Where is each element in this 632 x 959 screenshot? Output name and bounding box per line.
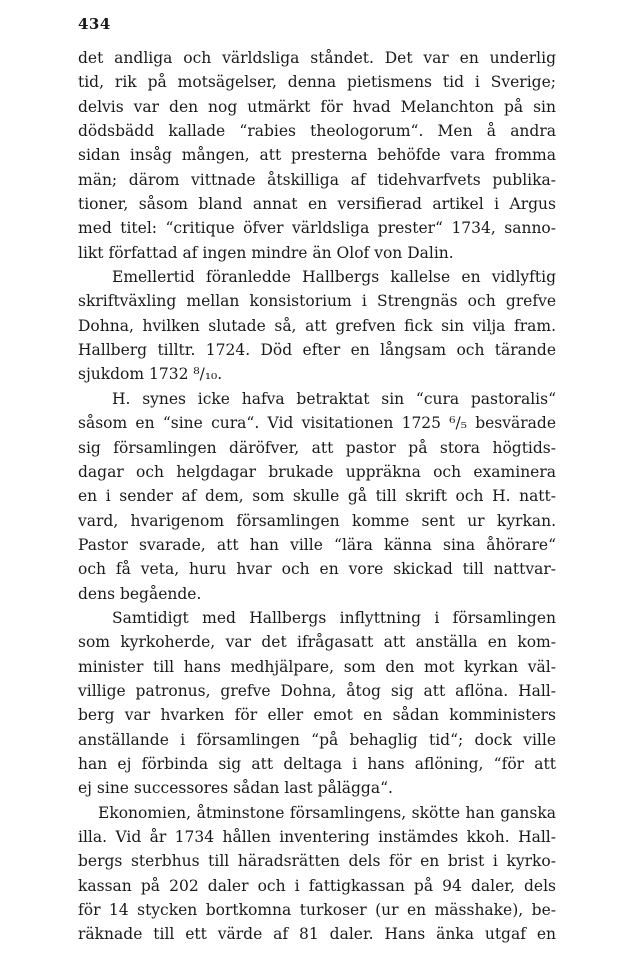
text-line: Emellertid föranledde Hallbergs kallelse en vidlyftig <box>112 268 556 287</box>
text-line: Ekonomien, åtminstone församlingens, skötte han ganska <box>98 803 556 822</box>
text-line: anställande i församlingen “på behaglig tid“; dock ville <box>78 730 556 749</box>
text-line: dens begående. <box>78 584 202 603</box>
text-line: dödsbädd kallade “rabies theologorum“. Men å andra <box>78 122 556 141</box>
text-line: illa. Vid år 1734 hållen inventering instämdes kkoh. Hall- <box>78 828 556 846</box>
page-number: 434 <box>78 15 111 33</box>
text-line: det andliga och världsliga ståndet. Det var en underlig <box>78 49 556 67</box>
text-line: Hallberg tilltr. 1724. Död efter en långsam och tärande <box>78 341 556 360</box>
text-line: med titel: “critique öfver världsliga prester“ 1734, sanno- <box>78 219 556 238</box>
text-line: tioner, såsom bland annat en versifierad artikel i Argus <box>78 195 556 214</box>
text-line: delvis var den nog utmärkt för hvad Melanchton på sin <box>78 97 556 116</box>
text-line: sjukdom 1732 ⁸/₁₀. <box>78 365 223 384</box>
text-line: Samtidigt med Hallbergs inflyttning i församlingen <box>112 608 556 627</box>
text-line: såsom en “sine cura“. Vid visitationen 1725 ⁶/₅ besvärade <box>78 414 556 433</box>
text-line: Pastor svarade, att han ville “lära känna sina åhörare“ <box>78 535 556 554</box>
text-line: likt författad af ingen mindre än Olof von Dalin. <box>78 243 454 262</box>
body-text <box>78 46 556 947</box>
text-line: Dohna, hvilken slutade så, att grefven fick sin vilja fram. <box>78 316 556 335</box>
text-line: villige patronus, grefve Dohna, åtog sig att aflöna. Hall- <box>78 681 556 700</box>
text-line: kassan på 202 daler och i fattigkassan på 94 daler, dels <box>78 876 556 895</box>
text-line: sig församlingen däröfver, att pastor på stora högtids- <box>78 438 556 457</box>
text-line: dagar och helgdagar brukade uppräkna och examinera <box>78 462 556 481</box>
text-line: ej sine successores sådan last pålägga“. <box>78 779 393 798</box>
text-line: tid, rik på motsägelser, denna pietismens tid i Sverige; <box>78 73 556 92</box>
text-line: H. synes icke hafva betraktat sin “cura pastoralis“ <box>112 389 556 408</box>
text-line: han ej förbinda sig att deltaga i hans aflöning, “för att <box>78 754 556 773</box>
text-line: minister till hans medhjälpare, som den mot kyrkan väl- <box>78 657 556 676</box>
text-line: skriftväxling mellan konsistorium i Strengnäs och grefve <box>78 292 556 311</box>
text-line: som kyrkoherde, var det ifrågasatt att anställa en kom- <box>78 633 556 652</box>
text-line: en i sender af dem, som skulle gå till skrift och H. natt- <box>78 487 556 506</box>
text-line: män; därom vittnade åtskilliga af tidehvarfvets publika- <box>78 170 556 189</box>
text-line: sidan insåg mången, att presterna behöfde vara fromma <box>78 146 556 165</box>
text-line: bergs sterbhus till häradsrätten dels för en brist i kyrko- <box>78 852 556 871</box>
text-line: och få veta, huru hvar och en vore skickad till nattvar- <box>78 560 556 579</box>
text-line: berg var hvarken för eller emot en sådan komministers <box>78 706 556 725</box>
text-line: för 14 stycken bortkomna turkoser (ur en mässhake), be- <box>78 901 556 920</box>
text-line: räknade till ett värde af 81 daler. Hans änka utgaf en <box>78 925 556 944</box>
text-line: vard, hvarigenom församlingen komme sent ur kyrkan. <box>78 511 556 530</box>
